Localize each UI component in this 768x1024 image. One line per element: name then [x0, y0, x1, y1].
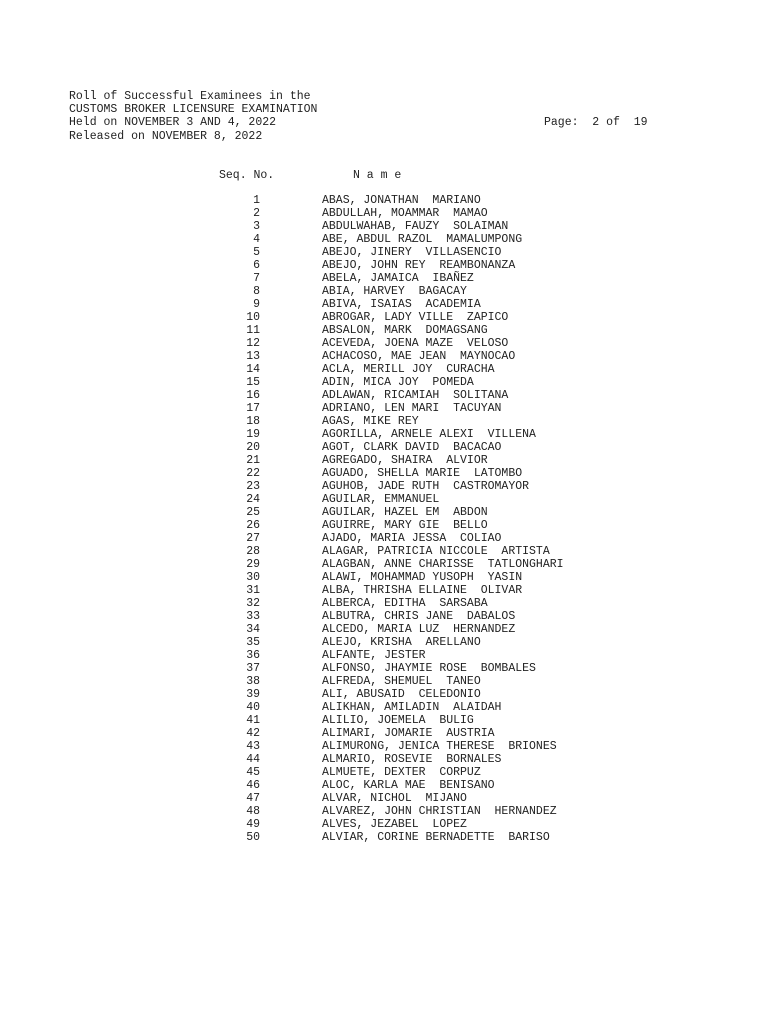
seq-number: 17 — [246, 402, 260, 415]
examinee-row — [0, 636, 768, 649]
seq-number: 48 — [246, 805, 260, 818]
seq-number: 23 — [246, 480, 260, 493]
examinee-name: ALVAREZ, JOHN CHRISTIAN HERNANDEZ — [322, 805, 557, 818]
examinee-name: ALAWI, MOHAMMAD YUSOPH YASIN — [322, 571, 523, 584]
seq-number: 40 — [246, 701, 260, 714]
examinee-row — [0, 298, 768, 311]
examinee-name: ALAGBAN, ANNE CHARISSE TATLONGHARI — [322, 558, 564, 571]
examinee-row — [0, 194, 768, 207]
name-column-header: N a m e — [353, 169, 402, 182]
examinee-row — [0, 272, 768, 285]
examinee-row — [0, 779, 768, 792]
seq-number: 28 — [246, 545, 260, 558]
examinee-name: ALFONSO, JHAYMIE ROSE BOMBALES — [322, 662, 536, 675]
examinee-name: AGORILLA, ARNELE ALEXI VILLENA — [322, 428, 536, 441]
seq-number: 42 — [246, 727, 260, 740]
seq-number: 32 — [246, 597, 260, 610]
examinee-name: ACLA, MERILL JOY CURACHA — [322, 363, 495, 376]
examinee-list — [0, 194, 768, 844]
seq-number: 12 — [246, 337, 260, 350]
examinee-name: ACHACOSO, MAE JEAN MAYNOCAO — [322, 350, 516, 363]
header-exam-name: CUSTOMS BROKER LICENSURE EXAMINATION — [69, 103, 318, 117]
examinee-row — [0, 675, 768, 688]
examinee-row — [0, 532, 768, 545]
seq-number: 6 — [253, 259, 260, 272]
seq-number: 24 — [246, 493, 260, 506]
examinee-row — [0, 311, 768, 324]
examinee-name: AJADO, MARIA JESSA COLIAO — [322, 532, 502, 545]
seq-number: 34 — [246, 623, 260, 636]
seq-number: 26 — [246, 519, 260, 532]
examinee-row — [0, 285, 768, 298]
examinee-row — [0, 740, 768, 753]
examinee-row — [0, 389, 768, 402]
examinee-row — [0, 441, 768, 454]
seq-number: 3 — [253, 220, 260, 233]
examinee-name: AGUILAR, EMMANUEL — [322, 493, 440, 506]
examinee-row — [0, 818, 768, 831]
examinee-row — [0, 649, 768, 662]
seq-number: 27 — [246, 532, 260, 545]
seq-number: 38 — [246, 675, 260, 688]
seq-number: 7 — [253, 272, 260, 285]
examinee-name: ALI, ABUSAID CELEDONIO — [322, 688, 481, 701]
examinee-row — [0, 350, 768, 363]
seq-number: 14 — [246, 363, 260, 376]
seq-number: 29 — [246, 558, 260, 571]
column-headers — [0, 169, 768, 183]
examinee-name: ALAGAR, PATRICIA NICCOLE ARTISTA — [322, 545, 550, 558]
examinee-row — [0, 623, 768, 636]
examinee-name: ALVAR, NICHOL MIJANO — [322, 792, 467, 805]
examinee-name: ALVIAR, CORINE BERNADETTE BARISO — [322, 831, 550, 844]
examinee-name: AGUILAR, HAZEL EM ABDON — [322, 506, 488, 519]
examinee-name: ALIKHAN, AMILADIN ALAIDAH — [322, 701, 502, 714]
seq-number: 15 — [246, 376, 260, 389]
examinee-name: ALEJO, KRISHA ARELLANO — [322, 636, 481, 649]
examinee-name: ABIA, HARVEY BAGACAY — [322, 285, 467, 298]
examinee-name: ALBA, THRISHA ELLAINE OLIVAR — [322, 584, 523, 597]
examinee-name: ALMUETE, DEXTER CORPUZ — [322, 766, 481, 779]
seq-number: 45 — [246, 766, 260, 779]
seq-number: 25 — [246, 506, 260, 519]
seq-number: 46 — [246, 779, 260, 792]
seq-number: 8 — [253, 285, 260, 298]
header-release-date: Released on NOVEMBER 8, 2022 — [69, 129, 263, 143]
examinee-row — [0, 688, 768, 701]
examinee-row — [0, 493, 768, 506]
examinee-name: ALMARIO, ROSEVIE BORNALES — [322, 753, 502, 766]
examinee-name: ALOC, KARLA MAE BENISANO — [322, 779, 495, 792]
examinee-row — [0, 324, 768, 337]
seq-number: 20 — [246, 441, 260, 454]
examinee-row — [0, 545, 768, 558]
examinee-name: ALFANTE, JESTER — [322, 649, 426, 662]
examinee-name: ALILIO, JOEMELA BULIG — [322, 714, 474, 727]
examinee-name: AGUHOB, JADE RUTH CASTROMAYOR — [322, 480, 530, 493]
seq-number: 44 — [246, 753, 260, 766]
examinee-name: ALVES, JEZABEL LOPEZ — [322, 818, 467, 831]
seq-number: 5 — [253, 246, 260, 259]
examinee-row — [0, 220, 768, 233]
seq-number: 19 — [246, 428, 260, 441]
examinee-row — [0, 233, 768, 246]
examinee-name: ABSALON, MARK DOMAGSANG — [322, 324, 488, 337]
examinee-row — [0, 363, 768, 376]
examinee-row — [0, 337, 768, 350]
examinee-name: ALFREDA, SHEMUEL TANEO — [322, 675, 481, 688]
examinee-name: ABEJO, JINERY VILLASENCIO — [322, 246, 502, 259]
examinee-row — [0, 714, 768, 727]
examinee-row — [0, 727, 768, 740]
examinee-name: ABDULWAHAB, FAUZY SOLAIMAN — [322, 220, 509, 233]
examinee-row — [0, 805, 768, 818]
examinee-row — [0, 259, 768, 272]
seq-number: 50 — [246, 831, 260, 844]
seq-number: 31 — [246, 584, 260, 597]
examinee-name: ALBUTRA, CHRIS JANE DABALOS — [322, 610, 516, 623]
examinee-row — [0, 415, 768, 428]
examinee-name: ABIVA, ISAIAS ACADEMIA — [322, 298, 481, 311]
examinee-name: AGUIRRE, MARY GIE BELLO — [322, 519, 488, 532]
header-title-line: Roll of Successful Examinees in the — [69, 90, 311, 103]
examinee-row — [0, 506, 768, 519]
examinee-row — [0, 246, 768, 259]
examinee-name: ALIMURONG, JENICA THERESE BRIONES — [322, 740, 557, 753]
seq-number: 4 — [253, 233, 260, 246]
examinee-name: ADIN, MICA JOY POMEDA — [322, 376, 474, 389]
seq-number: 1 — [253, 194, 260, 207]
seq-number: 22 — [246, 467, 260, 480]
header-exam-dates: Held on NOVEMBER 3 AND 4, 2022 — [69, 116, 277, 130]
seq-number: 36 — [246, 649, 260, 662]
seq-number: 33 — [246, 610, 260, 623]
examinee-name: ABELA, JAMAICA IBAÑEZ — [322, 272, 474, 285]
seq-number: 13 — [246, 350, 260, 363]
examinee-name: ABDULLAH, MOAMMAR MAMAO — [322, 207, 488, 220]
seq-number: 11 — [246, 324, 260, 337]
seq-number: 47 — [246, 792, 260, 805]
examinee-row — [0, 766, 768, 779]
examinee-name: ABEJO, JOHN REY REAMBONANZA — [322, 259, 516, 272]
seq-number: 18 — [246, 415, 260, 428]
examinee-row — [0, 792, 768, 805]
examinee-row — [0, 428, 768, 441]
seq-number: 21 — [246, 454, 260, 467]
seq-number: 30 — [246, 571, 260, 584]
examinee-row — [0, 207, 768, 220]
page-number: Page: 2 of 19 — [544, 116, 648, 130]
examinee-name: ADRIANO, LEN MARI TACUYAN — [322, 402, 502, 415]
examinee-row — [0, 519, 768, 532]
examinee-name: ALIMARI, JOMARIE AUSTRIA — [322, 727, 495, 740]
seq-column-header: Seq. No. — [219, 169, 275, 182]
examinee-row — [0, 662, 768, 675]
examinee-name: ALBERCA, EDITHA SARSABA — [322, 597, 488, 610]
seq-number: 37 — [246, 662, 260, 675]
seq-number: 49 — [246, 818, 260, 831]
examinee-row — [0, 831, 768, 844]
seq-number: 41 — [246, 714, 260, 727]
examinee-name: ACEVEDA, JOENA MAZE VELOSO — [322, 337, 509, 350]
examinee-name: AGOT, CLARK DAVID BACACAO — [322, 441, 502, 454]
examinee-row — [0, 610, 768, 623]
examinee-name: AGAS, MIKE REY — [322, 415, 419, 428]
examinee-row — [0, 597, 768, 610]
seq-number: 39 — [246, 688, 260, 701]
seq-number: 16 — [246, 389, 260, 402]
examinee-row — [0, 480, 768, 493]
examinee-row — [0, 571, 768, 584]
examinee-name: ABAS, JONATHAN MARIANO — [322, 194, 481, 207]
examinee-name: AGUADO, SHELLA MARIE LATOMBO — [322, 467, 523, 480]
examinee-name: ALCEDO, MARIA LUZ HERNANDEZ — [322, 623, 516, 636]
examinee-row — [0, 454, 768, 467]
seq-number: 9 — [253, 298, 260, 311]
examinee-name: ADLAWAN, RICAMIAH SOLITANA — [322, 389, 509, 402]
seq-number: 10 — [246, 311, 260, 324]
examinee-row — [0, 584, 768, 597]
seq-number: 35 — [246, 636, 260, 649]
examinee-name: AGREGADO, SHAIRA ALVIOR — [322, 454, 488, 467]
seq-number: 43 — [246, 740, 260, 753]
seq-number: 2 — [253, 207, 260, 220]
examinee-row — [0, 376, 768, 389]
examinee-row — [0, 467, 768, 480]
examinee-row — [0, 558, 768, 571]
examinee-row — [0, 701, 768, 714]
examinee-row — [0, 402, 768, 415]
examinee-row — [0, 753, 768, 766]
examinee-name: ABROGAR, LADY VILLE ZAPICO — [322, 311, 509, 324]
examinee-name: ABE, ABDUL RAZOL MAMALUMPONG — [322, 233, 523, 246]
